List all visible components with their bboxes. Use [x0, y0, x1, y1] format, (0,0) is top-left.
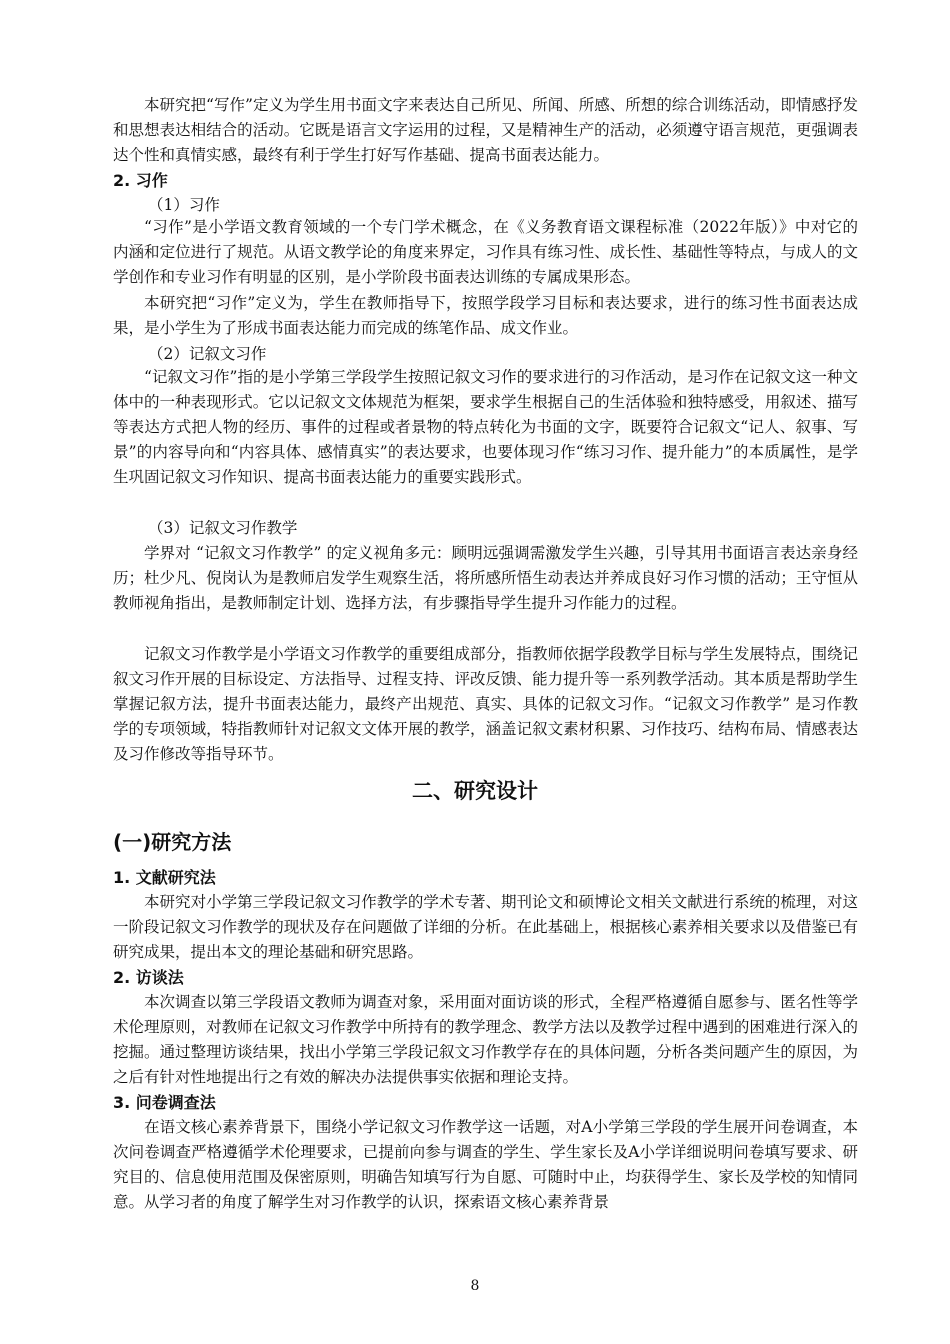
subheading-xizuo: （1）习作: [148, 196, 220, 214]
subheading-jixu-xizuo: （2）记叙文习作: [148, 345, 267, 363]
subsection-title-methods: (一)研究方法: [113, 830, 232, 854]
section-title-research-design: 二、研究设计: [412, 779, 538, 803]
paragraph-writing-definition: 本研究把“写作”定义为学生用书面文字来表达自己所见、所闻、所感、所想的综合训练活动，即情感抒发和思想表达相结合的活动。它既是语言文字运用的过程，又是精神生产的活动，必须遵守语言规范，更强调表达个性和真情实感，最终有利于学生打好写作基础、提高书面表达能力。: [113, 96, 858, 164]
paragraph-xizuo-definition: 本研究把“习作”定义为，学生在教师指导下，按照学段学习目标和表达要求，进行的练习性书面表达成果，是小学生为了形成书面表达能力而完成的练笔作品、成文作业。: [113, 294, 858, 337]
paragraph-xizuo-concept: “习作”是小学语文教育领域的一个专门学术概念，在《义务教育语文课程标准（2022年版）》中对它的内涵和定位进行了规范。从语文教学论的角度来界定，习作具有练习性、成长性、基础性等特点，与成人的文学创作和专业习作有明显的区别，是小学阶段书面表达训练的专属成果形态。: [113, 218, 858, 286]
paragraph-literature-method: 本研究对小学第三学段记叙文习作教学的学术专著、期刊论文和硕博论文相关文献进行系统的梳理，对这一阶段记叙文习作教学的现状及存在问题做了详细的分析。在此基础上，根据核心素养相关要求以及借鉴已有研究成果，提出本文的理论基础和研究思路。: [113, 893, 858, 961]
heading-xizuo: 2. 习作: [113, 171, 168, 190]
heading-questionnaire-method: 3. 问卷调查法: [113, 1093, 216, 1112]
paragraph-jixu-xizuo: “记叙文习作”指的是小学第三学段学生按照记叙文习作的要求进行的习作活动，是习作在记叙文这一种文体中的一种表现形式。它以记叙文文体规范为框架，要求学生根据自己的生活体验和独特感受，用叙述、描写等表达方式把人物的经历、事件的过程或者景物的特点转化为书面的文字，既要符合记叙文“记人、叙事、写景”的内容导向和“内容具体、感情真实”的表达要求，也要体现习作“练习习作、提升能力”的本质属性，是学生巩固记叙文习作知识、提高书面表达能力的重要实践形式。: [113, 368, 858, 486]
paragraph-questionnaire-method: 在语文核心素养背景下，围绕小学记叙文习作教学这一话题，对A小学第三学段的学生展开问卷调查，本次问卷调查严格遵循学术伦理要求，已提前向参与调查的学生、学生家长及A小学详细说明问卷填写要求、研究目的、信息使用范围及保密原则，明确告知填写行为自愿、可随时中止，均获得学生、家长及学校的知情同意。从学习者的角度了解学生对习作教学的认识，探索语文核心素养背景: [113, 1118, 858, 1211]
page-number: 8: [470, 1278, 480, 1294]
paragraph-teaching-views: 学界对 “记叙文习作教学” 的定义视角多元：顾明远强调需激发学生兴趣，引导其用书面语言表达亲身经历；杜少凡、倪岗认为是教师启发学生观察生活，将所感所悟生动表达并养成良好习作习惯的活动；王守恒从教师视角指出，是教师制定计划、选择方法，有步骤指导学生提升习作能力的过程。: [113, 544, 858, 612]
paragraph-teaching-definition: 记叙文习作教学是小学语文习作教学的重要组成部分，指教师依据学段教学目标与学生发展特点，围绕记叙文习作开展的目标设定、方法指导、过程支持、评改反馈、能力提升等一系列教学活动。其本质是帮助学生掌握记叙方法，提升书面表达能力，最终产出规范、真实、具体的记叙文习作。“记叙文习作教学” 是习作教学的专项领域，特指教师针对记叙文文体开展的教学，涵盖记叙文素材积累、习作技巧、结构布局、情感表达及习作修改等指导环节。: [113, 645, 858, 763]
heading-literature-method: 1. 文献研究法: [113, 868, 216, 887]
paragraph-interview-method: 本次调查以第三学段语文教师为调查对象，采用面对面访谈的形式，全程严格遵循自愿参与、匿名性等学术伦理原则，对教师在记叙文习作教学中所持有的教学理念、教学方法以及教学过程中遇到的困难进行深入的挖掘。通过整理访谈结果，找出小学第三学段记叙文习作教学存在的具体问题，分析各类问题产生的原因，为之后有针对性地提出行之有效的解决办法提供事实依据和理论支持。: [113, 993, 858, 1086]
heading-interview-method: 2. 访谈法: [113, 968, 184, 987]
subheading-jixu-teaching: （3）记叙文习作教学: [148, 519, 298, 537]
